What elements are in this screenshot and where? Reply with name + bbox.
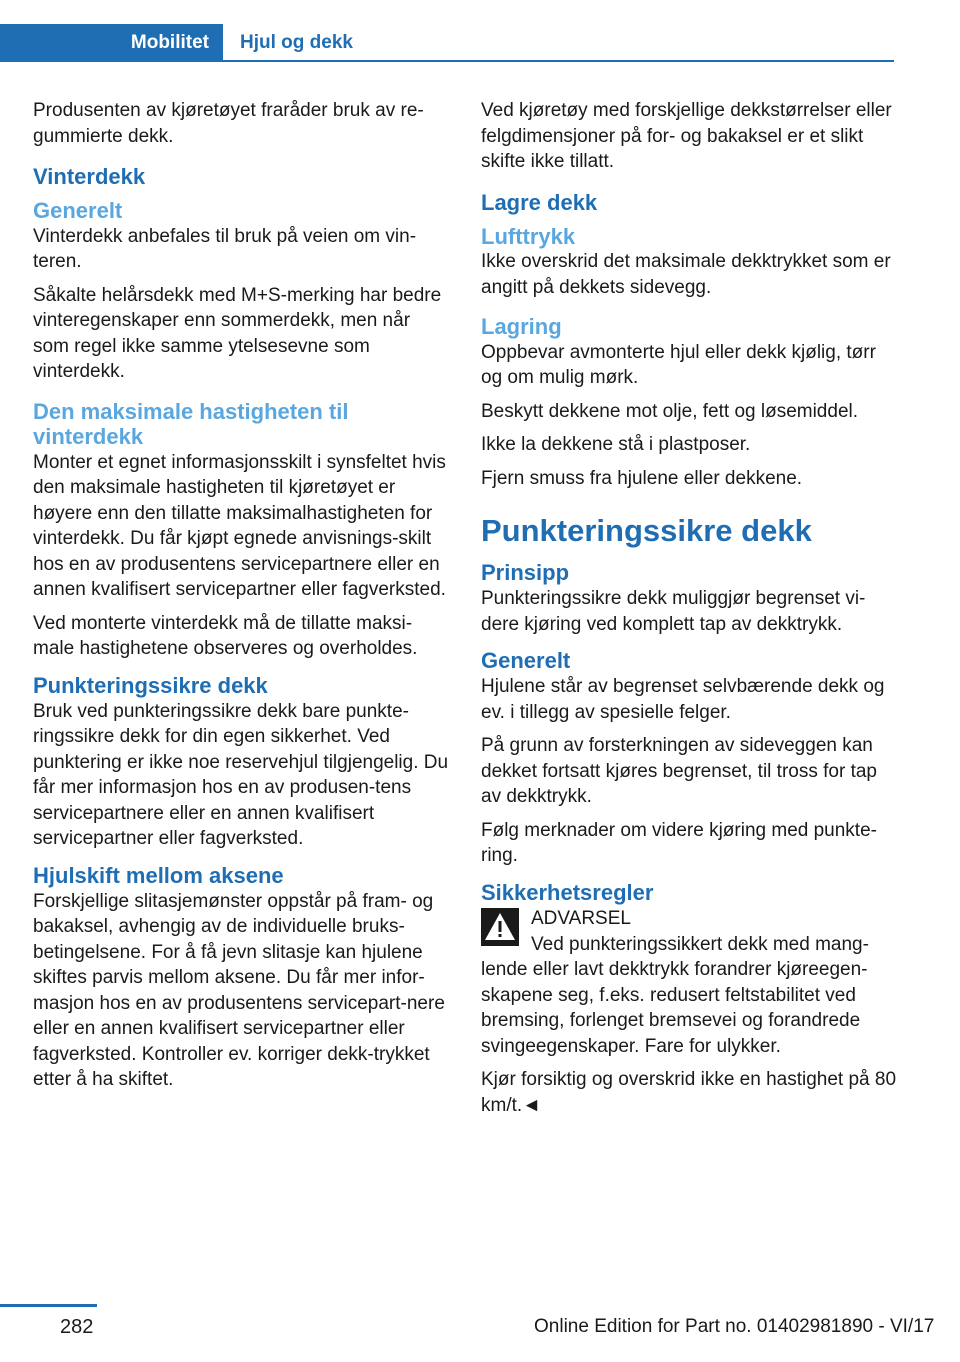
warning-label: ADVARSEL [531,907,631,929]
left-column [33,98,451,1101]
right-column [481,98,899,1126]
tab-hjul-og-dekk: Hjul og dekk [240,32,353,53]
subsection-title-lufttrykk: Lufttrykk [481,223,576,249]
paragraph: Ikke la dekkene stå i plastposer. [481,434,751,455]
chapter-title-punkteringssikre: Punkteringssikre dekk [481,513,812,548]
paragraph: Beskytt dekkene mot olje, fett og løsemiddel. [481,400,859,422]
edition-note: Online Edition for Part no. 01402981890 - VI/17 [534,1316,935,1337]
subsection-title-maks-hastighet: Den maksimale hastigheten til vinterdekk [33,398,349,449]
paragraph: Følg merknader om videre kjøring med punkte-ring. [481,819,877,866]
intro-paragraph: Ved kjøretøy med forskjellige dekkstørrelser eller felgdimensjoner på for- og bakaksel er et slikt skifte ikke tillatt. [481,100,892,172]
paragraph: Bruk ved punkteringssikre dekk bare punkte-ringssikre dekk for din egen sikkerhet. Ved punktering er ikke noe reservehjul tilgjengelig. Du får mer informasjon hos en av produsen-tens servicepartnere eller en annen kvalifisert servicepartner eller fagverksted. [33,700,449,849]
subsection-title-hjulskift: Hjulskift mellom aksene [33,862,284,888]
paragraph: Ikke overskrid det maksimale dekktrykket som er angitt på dekkets sidevegg. [481,251,891,298]
warning-paragraph: Ved punkteringssikkert dekk med mang-lende eller lavt dekktrykk forandrer kjøreegen-skapene seg, f.eks. redusert feltstabilitet ved bremsing, forlenget bremsevei og forandrede svingeegenskaper. Fare for ulykker. [481,933,869,1057]
subsection-title-punkteringssikre: Punkteringssikre dekk [33,672,268,698]
paragraph: Fjern smuss fra hjulene eller dekkene. [481,467,803,489]
section-title-vinterdekk: Vinterdekk [33,164,146,189]
paragraph: Hjulene står av begrenset selvbærende dekk og ev. i tillegg av spesielle felger. [481,676,885,723]
paragraph: Vinterdekk anbefales til bruk på veien om vin-teren. [33,225,417,272]
paragraph: Oppbevar avmonterte hjul eller dekk kjølig, tørr og om mulig mørk. [481,341,876,388]
header-rule [0,60,894,62]
subsection-title-generelt: Generelt [33,198,123,223]
subsection-title-generelt: Generelt [481,648,571,673]
paragraph: Ved monterte vinterdekk må de tillatte maksi-male hastighetene observeres og overholdes. [33,612,418,659]
intro-paragraph: Produsenten av kjøretøyet fraråder bruk av re-gummierte dekk. [33,100,424,147]
paragraph: Punkteringssikre dekk muliggjør begrenset vi-dere kjøring ved komplett tap av dekktrykk. [481,588,866,635]
subsection-title-prinsipp: Prinsipp [481,560,570,585]
paragraph: Forskjellige slitasjemønster oppstår på fram- og bakaksel, avhengig av de individuelle bruks-betingelsene. For å få jevn slitasje kan hjulene skiftes parvis mellom aksene. Du får mer infor-masjon hos en av produsentens servicepart-nere eller en annen kvalifisert servicepartner eller fagverksted. Kontroller ev. korriger dekk-trykket etter å ha skiftet. [33,890,445,1090]
paragraph: Såkalte helårsdekk med M+S-merking har bedre vinteregenskaper enn sommerdekk, men når som regel ikke samme ytelsesevne som vinterdekk. [33,284,442,382]
paragraph: På grunn av forsterkningen av sideveggen kan dekket fortsatt kjøres begrenset, til tross for tap av dekktrykk. [481,735,877,807]
footer-rule [0,1304,97,1307]
subsection-title-lagring: Lagring [481,314,562,339]
warning-paragraph: Kjør forsiktig og overskrid ikke en hastighet på 80 km/t.◄ [481,1069,897,1116]
paragraph: Monter et egnet informasjonsskilt i synsfeltet hvis den maksimale hastigheten til kjøretøyet er høyere enn den tillatte maksimalhastigheten for vinterdekk. Du får kjøpt egnede anvisnings-skilt hos en av produsentens servicepartnere eller en annen kvalifisert servicepartner eller fagverksted. [33,451,446,600]
subsection-title-sikkerhetsregler: Sikkerhetsregler [481,879,654,905]
warning-block [481,906,899,950]
section-title-lagre-dekk: Lagre dekk [481,189,598,215]
warning-triangle-icon [481,908,519,946]
page-number: 282 [60,1316,94,1338]
header-tabs [0,24,894,62]
tab-mobilitet: Mobilitet [0,24,223,62]
